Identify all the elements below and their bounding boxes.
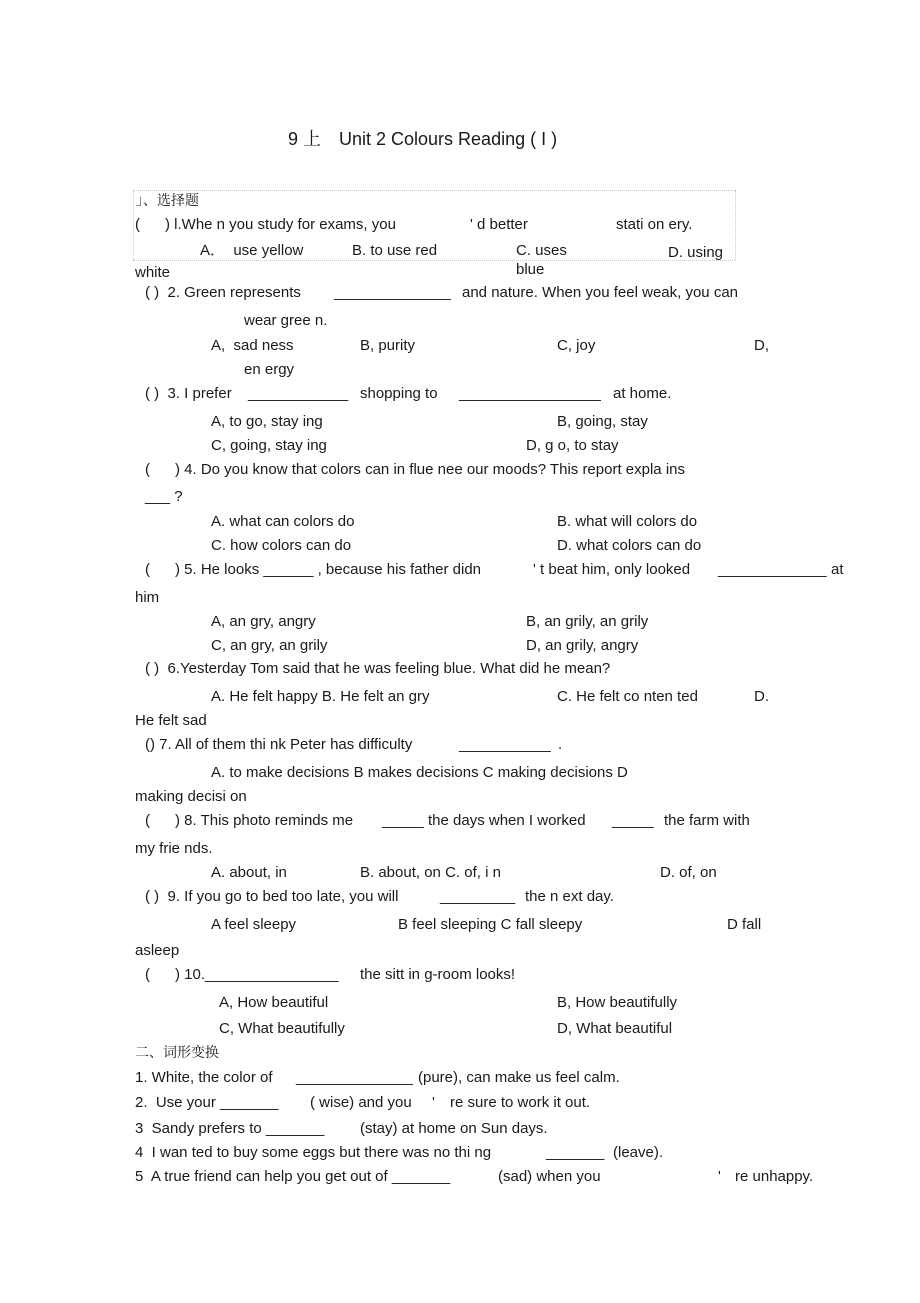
option-b: B, going, stay [557, 413, 648, 430]
frame-divider [133, 260, 735, 261]
question-stem: at [831, 561, 844, 578]
frame-divider [735, 190, 736, 260]
question-stem: ' d better [470, 216, 528, 233]
option-a: A. about, in [211, 864, 287, 881]
option-d: D. what colors can do [557, 537, 702, 554]
sentence-text: 4 I wan ted to buy some eggs but there was no thi ng [135, 1144, 492, 1161]
sentence-text: (leave). [613, 1144, 664, 1161]
option-a: A feel sleepy [211, 916, 297, 933]
question-stem: ( ) 5. He looks ______ , because his father didn [145, 561, 482, 578]
answer-blank: ___ ? [145, 488, 183, 505]
sentence-text: (sad) when you [498, 1168, 601, 1185]
option-wrap: He felt sad [135, 712, 207, 729]
sentence-text: (pure), can make us feel calm. [418, 1069, 620, 1086]
option-a: A. what can colors do [211, 513, 355, 530]
answer-blank: _________________ [459, 385, 601, 402]
option-a: A, sad ness [211, 337, 294, 354]
question-stem: wear gree n. [244, 312, 328, 329]
question-wrap: him [135, 589, 160, 606]
option-d: D, What beautiful [557, 1020, 673, 1037]
option-c: C, joy [557, 337, 596, 354]
option-bc: B feel sleeping C fall sleepy [398, 916, 583, 933]
question-stem: ( ) 3. I prefer [145, 385, 232, 402]
question-wrap: my frie nds. [135, 840, 213, 857]
question-stem: ( ) 8. This photo reminds me [145, 812, 354, 829]
option-b: B. to use red [352, 242, 438, 259]
option-d: D fall [727, 916, 762, 933]
option-a: A, How beautiful [219, 994, 329, 1011]
option-d: D, an grily, angry [526, 637, 639, 654]
answer-blank: _____ [612, 812, 654, 829]
answer-blank: _______ [546, 1144, 605, 1161]
option-a: A, to go, stay ing [211, 413, 323, 430]
option-d: D. of, on [660, 864, 717, 881]
option-d: D. using [668, 244, 724, 261]
option-c: C, an gry, an grily [211, 637, 328, 654]
option-b: B, an grily, an grily [526, 613, 649, 630]
option-wrap: making decisi on [135, 788, 247, 805]
option-a: A． use yellow [200, 242, 304, 259]
sentence-text: ( wise) and you [310, 1094, 412, 1111]
option-d: D, g o, to stay [526, 437, 619, 454]
sentence-text: 2. Use your _______ [135, 1094, 279, 1111]
question-stem: ' t beat him, only looked [533, 561, 691, 578]
option-wrap: blue [516, 261, 545, 278]
question-stem: () 7. All of them thi nk Peter has difficulty [145, 736, 413, 753]
options-line: A. to make decisions B makes decisions C making decisions D [211, 764, 628, 781]
option-wrap: asleep [135, 942, 180, 959]
sentence-text: (stay) at home on Sun days. [360, 1120, 548, 1137]
option-c: C. how colors can do [211, 537, 352, 554]
question-stem: and nature. When you feel weak, you can [462, 284, 739, 301]
option-b: B. what will colors do [557, 513, 698, 530]
answer-blank: ____________ [248, 385, 349, 402]
option-bc: B. about, on C. of, i n [360, 864, 501, 881]
option-a: A, an gry, angry [211, 613, 316, 630]
question-stem: the farm with [664, 812, 750, 829]
title-text: Unit 2 Colours Reading ( I ) [339, 129, 558, 149]
answer-blank: _____ [382, 812, 424, 829]
question-stem: ( ) 2. Green represents [145, 284, 301, 301]
option-b: B, purity [360, 337, 416, 354]
question-stem: the sitt in g-room looks! [360, 966, 516, 983]
frame-divider [133, 190, 735, 191]
sentence-text: 5 A true friend can help you get out of _______ [135, 1168, 451, 1185]
answer-blank: ___________ [459, 736, 551, 753]
question-stem: ( ) l.Whe n you study for exams, you [135, 216, 396, 233]
sentence-text: 1. White, the color of [135, 1069, 273, 1086]
answer-blank: _____________ [718, 561, 827, 578]
sentence-text: ' [718, 1168, 721, 1185]
option-wrap: white [135, 264, 171, 281]
option-c: C, going, stay ing [211, 437, 327, 454]
question-stem: the n ext day. [525, 888, 614, 905]
option-wrap: en ergy [244, 361, 295, 378]
sentence-text: ' [432, 1094, 435, 1111]
question-stem: at home. [613, 385, 672, 402]
option-c: C. uses [516, 242, 567, 259]
option-c: C. He felt co nten ted [557, 688, 698, 705]
question-stem: . [558, 736, 563, 753]
answer-blank: ______________ [334, 284, 451, 301]
frame-divider [133, 190, 134, 260]
option-ab: A. He felt happy B. He felt an gry [211, 688, 430, 705]
question-stem: ( ) 4. Do you know that colors can in flue nee our moods? This report expla ins [145, 461, 685, 478]
answer-blank: ______________ [296, 1069, 413, 1086]
question-stem: shopping to [360, 385, 438, 402]
sentence-text: re unhappy. [735, 1168, 814, 1185]
sentence-text: 3 Sandy prefers to _______ [135, 1120, 325, 1137]
section-heading: 二、词形变换 [135, 1045, 219, 1061]
option-b: B, How beautifully [557, 994, 678, 1011]
answer-blank: _________ [440, 888, 516, 905]
question-stem: stati on ery. [616, 216, 693, 233]
title-grade: 9 上 [288, 129, 322, 149]
section-heading: 」、选择题 [136, 193, 199, 209]
question-stem: ( ) 9. If you go to bed too late, you will [145, 888, 399, 905]
option-d: D, [754, 337, 769, 354]
option-d: D. [754, 688, 769, 705]
question-stem: ( ) 10.________________ [145, 966, 339, 983]
option-c: C, What beautifully [219, 1020, 345, 1037]
sentence-text: re sure to work it out. [450, 1094, 591, 1111]
question-stem: the days when I worked [428, 812, 586, 829]
question-stem: ( ) 6.Yesterday Tom said that he was feeling blue. What did he mean? [145, 660, 611, 677]
